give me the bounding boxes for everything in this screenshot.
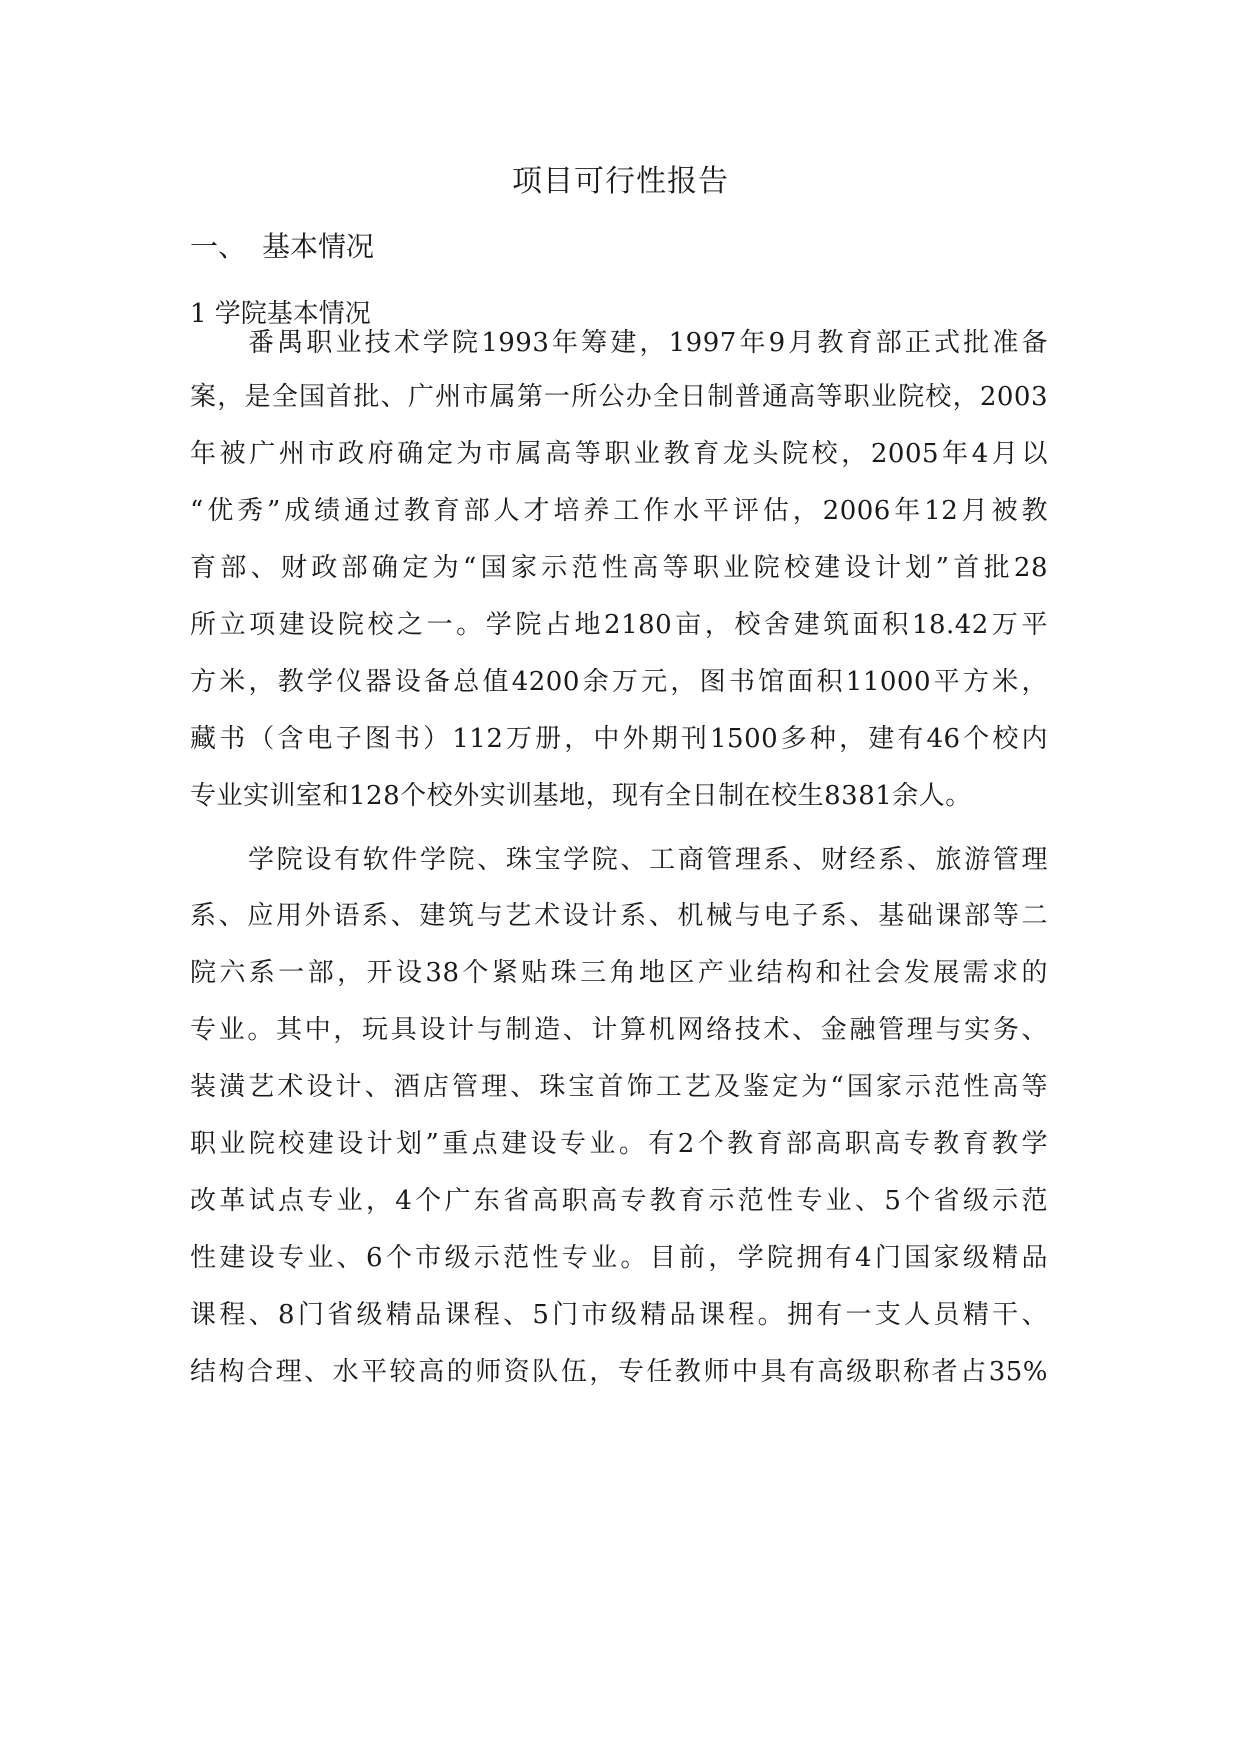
paragraph-line: 装潢艺术设计、酒店管理、珠宝首饰工艺及鉴定为“国家示范性高等	[190, 1072, 1048, 1102]
paragraph-line: 方米，教学仪器设备总值4200余万元，图书馆面积11000平方米，	[190, 667, 1048, 697]
paragraph-line: 案，是全国首批、广州市属第一所公办全日制普通高等职业院校，2003	[190, 382, 1048, 412]
paragraph-line: 系、应用外语系、建筑与艺术设计系、机械与电子系、基础课部等二	[190, 901, 1048, 931]
paragraph-line: 院六系一部，开设38个紧贴珠三角地区产业结构和社会发展需求的	[190, 958, 1048, 988]
paragraph-line: 结构合理、水平较高的师资队伍，专任教师中具有高级职称者占35%	[190, 1357, 1048, 1387]
paragraph-line: 学院设有软件学院、珠宝学院、工商管理系、财经系、旅游管理	[248, 845, 1048, 875]
paragraph-line: “优秀”成绩通过教育部人才培养工作水平评估，2006年12月被教	[190, 496, 1048, 526]
section-title: 基本情况	[262, 230, 375, 263]
paragraph-line: 专业。其中，玩具设计与制造、计算机网络技术、金融管理与实务、	[190, 1015, 1048, 1045]
paragraph-line: 所立项建设院校之一。学院占地2180亩，校舍建筑面积18.42万平	[190, 610, 1048, 640]
paragraph-line: 年被广州市政府确定为市属高等职业教育龙头院校，2005年4月以	[190, 439, 1048, 469]
section-number: 一、	[190, 230, 247, 263]
paragraph-line: 性建设专业、6个市级示范性专业。目前，学院拥有4门国家级精品	[190, 1243, 1048, 1273]
paragraph-line: 育部、财政部确定为“国家示范性高等职业院校建设计划”首批28	[190, 553, 1048, 583]
subsection-heading: 1 学院基本情况	[190, 299, 371, 329]
page-title: 项目可行性报告	[512, 164, 729, 199]
paragraph-line: 课程、8门省级精品课程、5门市级精品课程。拥有一支人员精干、	[190, 1300, 1048, 1330]
section-heading	[190, 225, 374, 269]
paragraph-line: 专业实训室和128个校外实训基地，现有全日制在校生8381余人。	[190, 781, 972, 811]
paragraph-line: 职业院校建设计划”重点建设专业。有2个教育部高职高专教育教学	[190, 1129, 1048, 1159]
paragraph-line: 改革试点专业，4个广东省高职高专教育示范性专业、5个省级示范	[190, 1186, 1048, 1216]
paragraph-line: 番禺职业技术学院1993年筹建，1997年9月教育部正式批准备	[248, 328, 1048, 358]
paragraph-line: 藏书（含电子图书）112万册，中外期刊1500多种，建有46个校内	[190, 724, 1048, 754]
